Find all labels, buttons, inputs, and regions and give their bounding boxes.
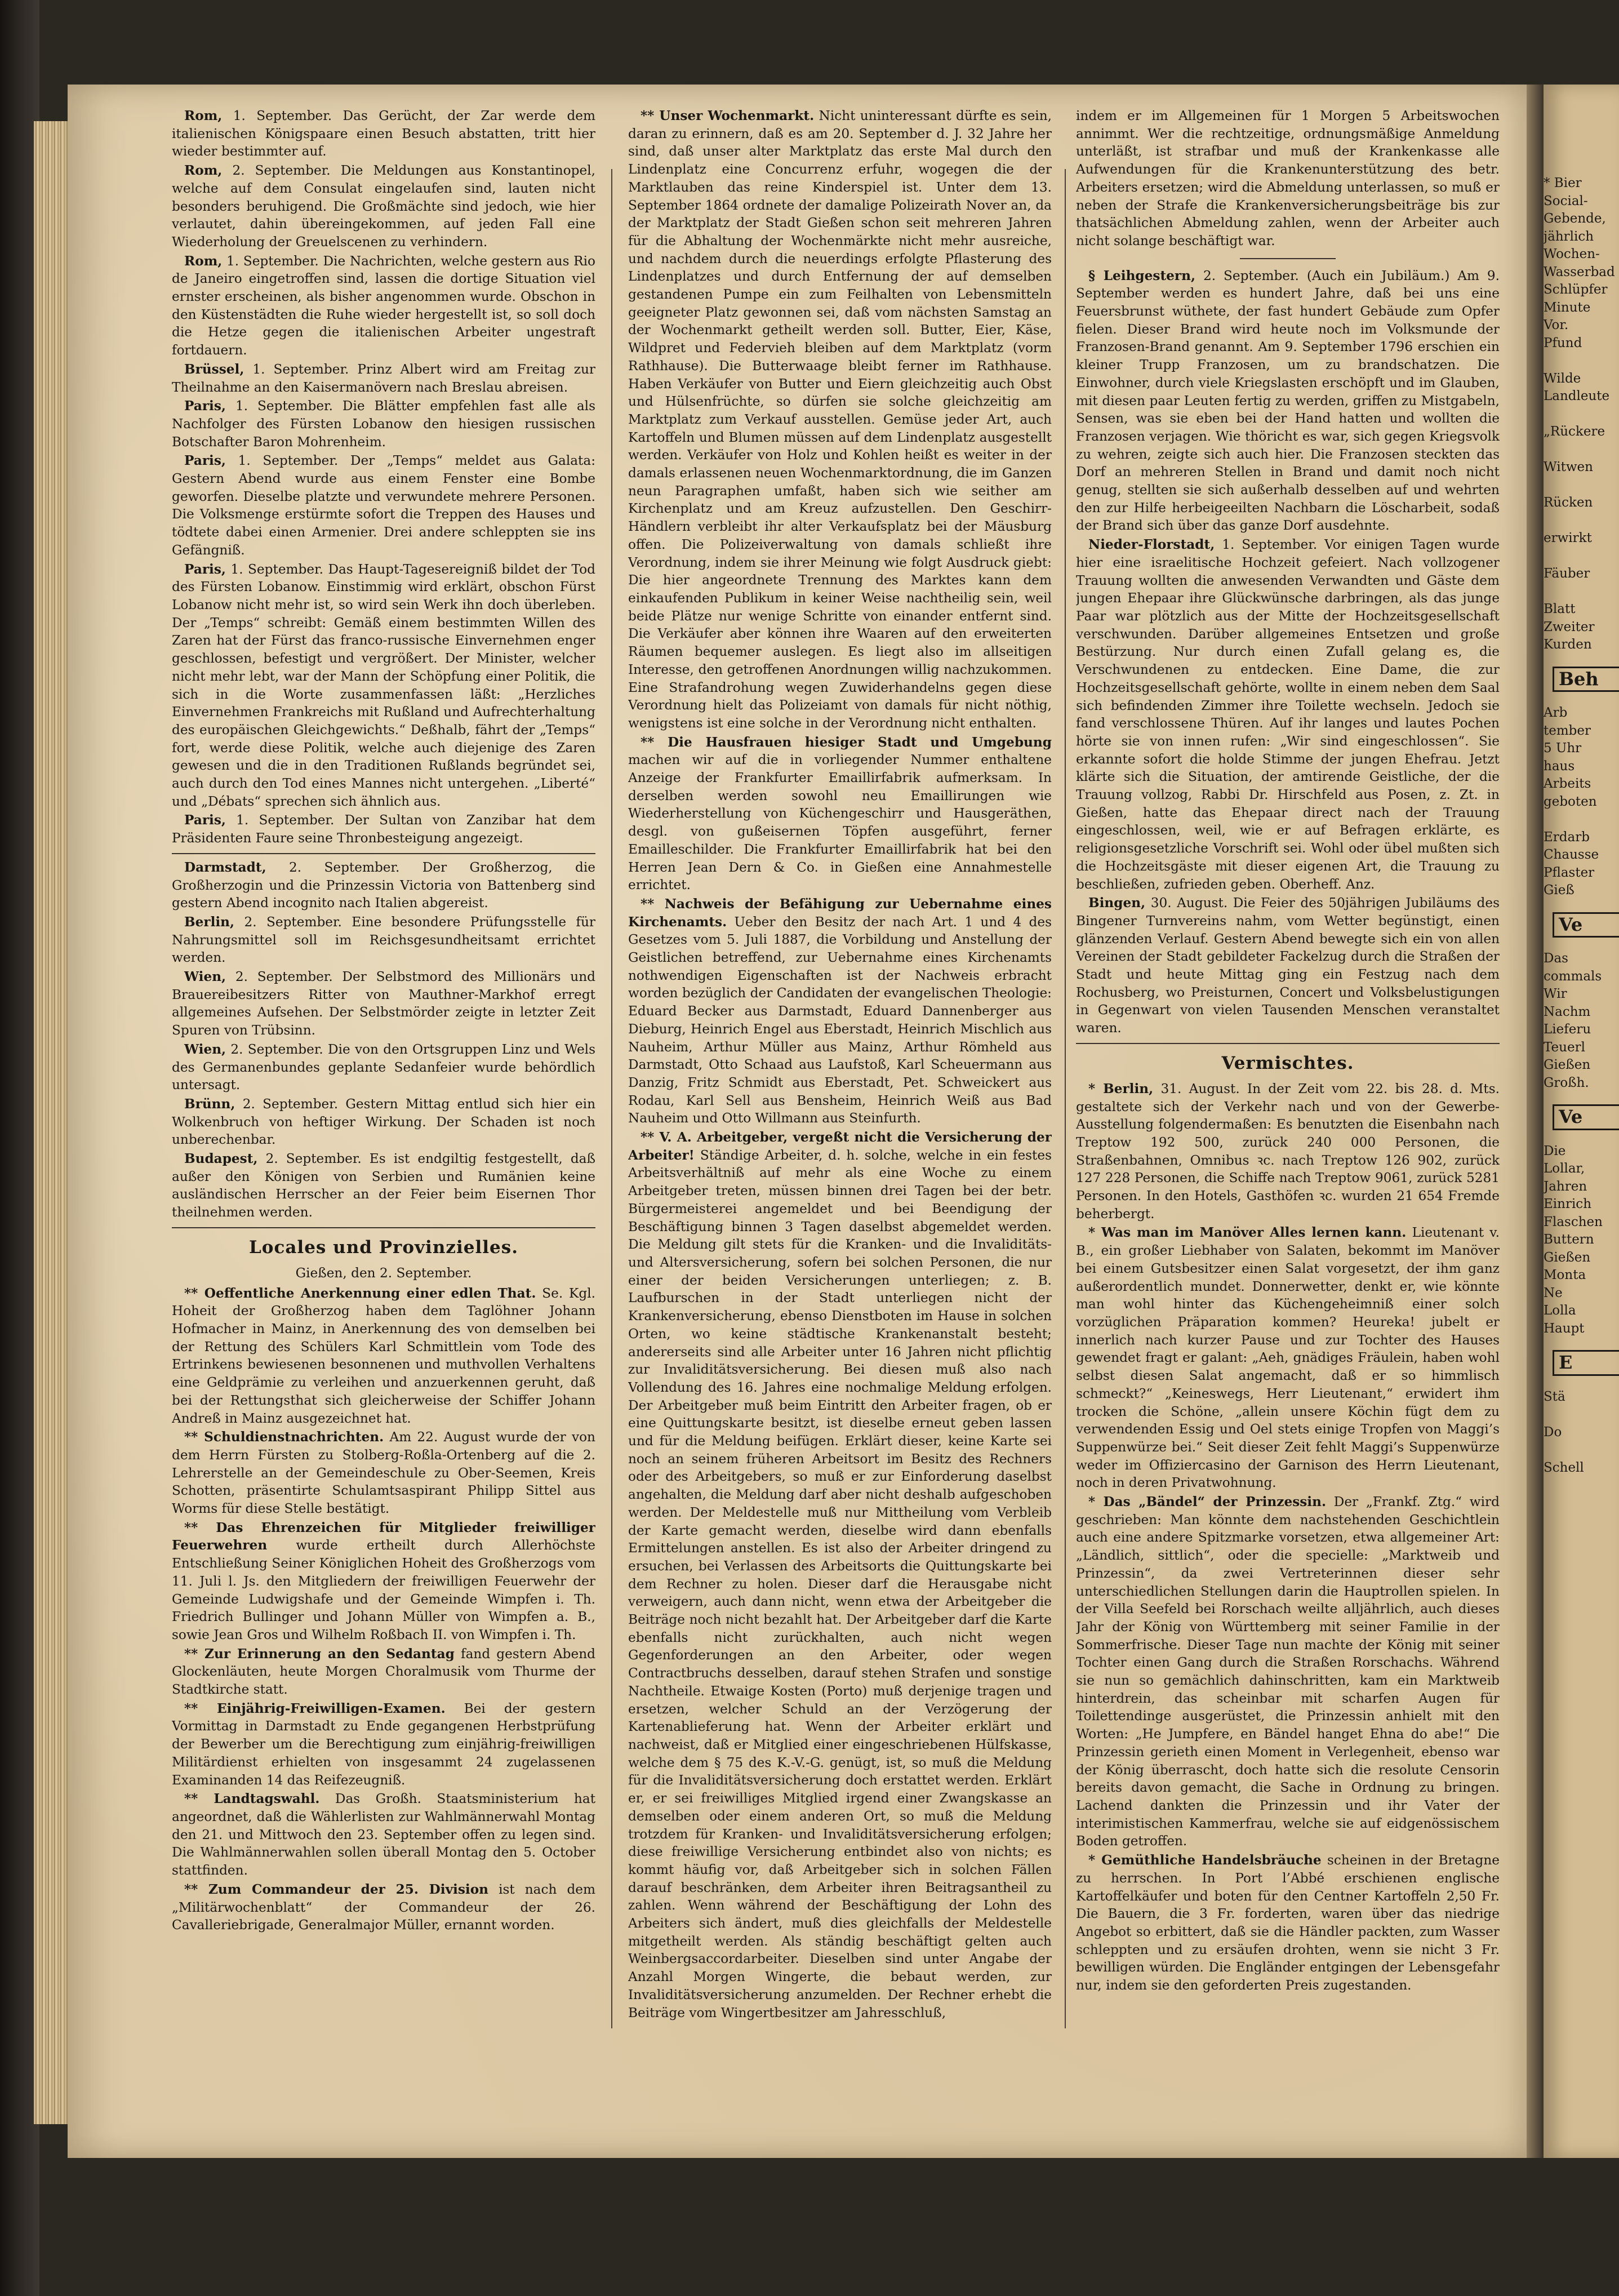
fragment-line: Haupt — [1544, 1321, 1585, 1336]
article-paragraph — [1076, 1224, 1500, 1492]
article-paragraph — [172, 1428, 595, 1518]
fragment-line: Pfund — [1544, 335, 1582, 350]
fragment-line: Lolla — [1544, 1303, 1576, 1318]
article-lead: Rom, — [184, 163, 223, 179]
article-text: ist nach dem „Militärwochenblatt“ der Commandeur der 26. Cavalleriebrigade, Generalmajor Müller, ernannt worden. — [172, 1881, 595, 1933]
foreign-news — [172, 107, 595, 847]
article-text: Am 22. August wurde der von dem Herrn Fürsten zu Stolberg-Roßla-Ortenberg auf die 2. Lehrerstelle an der Gemeindeschule zu Ober-Seemen, Kreis Schotten, präsentirte Schulamtsaspirant Philipp Sittel aus Worms für diese Stelle bestätigt. — [172, 1429, 595, 1517]
fragment-line — [1544, 441, 1619, 459]
article-lead: * Gemüthliche Handelsbräuche — [1088, 1853, 1322, 1868]
article-lead: ** Nachweis der Befähigung zur Uebernahme eines Kirchenamts. — [628, 896, 1052, 930]
fragment-line: Landleute — [1544, 389, 1610, 403]
fragment-line — [1544, 811, 1619, 829]
fragment-line: Pflaster — [1544, 865, 1595, 880]
article-text: machen wir auf die in vorliegender Nummer enthaltene Anzeige der Frankfurter Emaillirfabrik aufmerksam. In derselben werden sowohl neu Emaillirungen wie Wiederherstellung von Küchengeschirr und Hausgeräthen, desgl. von gußeisernen Töpfen ausgeführt, ferner Emailleschilder. Die Frankfurter Emaillirfabrik hat bei den Herren Jean Dern & Co. in Gießen eine Annahmestelle errichtet. — [628, 752, 1052, 893]
article-paragraph — [1076, 536, 1500, 893]
article-paragraph — [628, 1129, 1052, 2022]
fragment-line — [1544, 352, 1619, 370]
article-paragraph — [172, 397, 595, 451]
article-text: Das Großh. Staatsministerium hat angeordnet, daß die Wählerlisten zur Wahlmännerwahl Montag den 21. und Mittwoch den 23. September offen zu legen sind. Die Wahlmännerwahlen sollen überall Montag den 5. October stattfinden. — [172, 1791, 595, 1878]
article-paragraph — [172, 1881, 595, 1934]
article-paragraph — [172, 361, 595, 396]
article-text: fand gestern Abend Glockenläuten, heute Morgen Choralmusik vom Thurme der Stadtkirche statt. — [172, 1646, 595, 1698]
section-title-local: Locales und Provinzielles. — [249, 1237, 518, 1258]
article-text: Ständige Arbeiter, d. h. solche, welche in ein festes Arbeitsverhältniß auf mehr als eine Woche zu einem Arbeitgeber treten, müssen binnen drei Tagen bei der betr. Bürgermeisterei angemeldet und bei Beendigung der Beschäftigung binnen 3 Tagen daselbst abgemeldet werden. Die Meldung gilt stets für die Kranken- und die Invaliditäts- und Altersversicherung, sofern bei solchen Personen, die nur einer der beiden Versicherungen unterliegen; z. B. Laufburschen in der Stadt unterliegen nicht der Krankenversicherung, ebenso Dienstboten im Hause in solchen Orten, wo keine städtische Krankenanstalt besteht; andererseits sind alle Arbeiter unter 16 Jahren nicht pflichtig zur Invaliditätsversicherung. Bei diesen muß also nach Vollendung des 16. Jahres eine nochmalige Meldung erfolgen. Der Arbeitgeber muß beim Eintritt den Arbeiter fragen, ob er eine Quittungskarte besitzt, ist dieselbe erneut geben lassen und für die Meldung beifügen. Erklärt dieser, keine Karte sei noch an seinem früheren Arbeitsort im Besitz des Rechners oder des Arbeitgebers, so muß er zur Einforderung daselbst angehalten, die Meldung darf aber nicht deshalb aufgeschoben werden. Der Meldestelle muß nur Mittheilung vom Verbleib der Karte gemacht werden, dieselbe wird dann ebenfalls Ermittelungen anstellen. Es ist also der Arbeiter dringend zu ersuchen, bei Verlassen des Arbeitsorts die Quittungskarte bei dem Rechner zu holen. Dieser darf die Herausgabe nicht verweigern, auch dann nicht, wenn etwa der Arbeitgeber die Beiträge noch nicht bezahlt hat. Der Arbeitgeber darf die Karte ebenfalls nicht zurückhalten, auch nicht wegen Gegenforderungen an den Arbeiter, oder wegen Contractbruchs desselben, darauf stehen Strafen und sonstige Nachtheile. Etwaige Kosten (Porto) muß derjenige tragen und ersetzen, welcher Schuld an der Verzögerung der Kartenablieferung hat. Wenn der Arbeiter erklärt und nachweist, daß er Mitglied einer eingeschriebenen Hülfskasse, welche dem § 75 des K.-V.-G. genügt, ist, so muß die Meldung für die Invaliditätsversicherung doch erstattet werden. Erklärt er, er sei freiwilliges Mitglied irgend einer Zwangskasse an demselben oder einem anderen Ort, so muß die Meldung trotzdem für Kranken- und Invaliditätsversicherung erfolgen; diese freiwillige Versicherung entbindet also von nichts; es kommt häufig vor, daß Arbeitgeber sich in solchen Fällen darauf beschränken, dem Arbeiter ihren Beitragsantheil zu zahlen. Wenn während der Beschäftigung der Lohn des Arbeiters sich ändert, muß dies gleichfalls der Meldestelle mitgetheilt werden. Als ständig beschäftigt gelten auch Weinbergsaccordarbeiter. Dieselben sind unter Angabe der Anzahl Morgen Wingerte, die bebaut werden, zur Invaliditätsversicherung anzumelden. Der Rechner erhebt die Beiträge vom Wingertbesitzer am Jahresschluß, — [628, 1147, 1052, 2020]
article-lead: Paris, — [184, 812, 226, 828]
fragment-line: Minute — [1544, 300, 1591, 315]
article-text: 1. September. Das Haupt-Tagesereigniß bildet der Tod des Fürsten Lobanow. Einstimmig wird erklärt, obschon Fürst Lobanow nicht mehr ist, so wird sein Werk ihn doch überleben. Der „Temps“ schreibt: Gemäß einem bestimmten Willen des Zaren hat der Fürst das franco-russische Einvernehmen enger geschlossen, befestigt und vergrößert. Der Minister, welcher nicht mehr lebt, war der Mann der Schöpfung einer Politik, die sich in die Worte zusammenfassen läßt: „Herzliches Einvernehmen Frankreichs mit Rußland und Aufrechterhaltung des europäischen Gleichgewichts.“ Deßhalb, fährt der „Temps“ fort, werde diese Politik, welche auch diejenige des Zaren gewesen und die in den Traditionen Rußlands begründet sei, auch durch den Tod eines Mannes nicht untergehen. „Liberté“ und „Débats“ sprechen sich ähnlich aus. — [172, 561, 595, 809]
fragment-line: Flaschen — [1544, 1214, 1603, 1229]
article-lead: Wien, — [184, 969, 226, 985]
fragment-line: haus — [1544, 758, 1575, 774]
fragment-line: Chausse — [1544, 847, 1599, 862]
article-text: Der „Frankf. Ztg.“ wird geschrieben: Man könnte dem nachstehenden Geschichtlein auch eine andere Spitzmarke vorsetzen, etwa allgemeiner Art: „Ländlich, sittlich“, oder die specielle: „Marktweib und Prinzessin“, da zwei Vertreterinnen dieser sehr unterschiedlichen Stellungen darin die Hauptrollen spielen. In der Villa Seefeld bei Rorschach weilte alljährlich, auch dieses Jahr der König von Württemberg mit seiner Familie in der Sommerfrische. Dieser Tage nun machte der König mit seiner Tochter einen Gang durch die Straßen Rorschachs. Während sie nun so gemächlich dahinschritten, kam ein Marktweib hinterdrein, das scheinbar mit scharfen Augen für Toilettendinge ausgerüstet, die Prinzessin anhielt mit den Worten: „He Jumpfere, en Bändel hanget Ehna do abe!“ Die Prinzessin gerieth einen Moment in Verlegenheit, ebenso war der König überrascht, doch hatte sich die resolute Censorin bereits davon gemacht, die Sache in Ordnung zu bringen. Lachend dankten die Prinzessin und ihr Vater der interimistischen Kammerfrau, welche sie auf eidgenössischem Boden getroffen. — [1076, 1494, 1500, 1849]
article-paragraph — [172, 252, 595, 359]
article-paragraph — [172, 968, 595, 1040]
column-divider — [1065, 169, 1066, 2028]
article-paragraph — [628, 107, 1052, 732]
article-paragraph — [1076, 267, 1500, 535]
fragment-line: Erdarb — [1544, 829, 1590, 845]
article-lead: Berlin, — [184, 914, 235, 930]
fragment-line: Einrich — [1544, 1197, 1592, 1211]
article-text: 2. September. Der Selbstmord des Millionärs und Brauereibesitzers Ritter von Mauthner-Markhof erregt allgemeines Aufsehen. Der Selbstmörder zeigte in letzter Zeit Spuren von Trübsinn. — [172, 969, 595, 1038]
article-text: 1. September. Die Blätter empfehlen fast alle als Nachfolger des Fürsten Lobanow den hiesigen russischen Botschafter Baron Mohrenheim. — [172, 398, 595, 450]
miscellaneous-news — [1076, 1080, 1500, 1995]
article-text: wurde ertheilt durch Allerhöchste Entschließung Seiner Königlichen Hoheit des Großherzogs vom 11. Juli l. Js. den Mitgliedern der freiwilligen Feuerwehr der Gemeinde Ludwigshafe und der Gemeinde Wimpfen i. Th. Friedrich Bullinger und Johann Müller von Wimpfen a. B., sowie Jean Gros und Wilhelm Roßbach II. von Wimpfen i. Th. — [172, 1538, 595, 1642]
article-lead: Rom, — [184, 253, 223, 269]
article-lead: ** Die Hausfrauen hiesiger Stadt und Umgebung — [641, 734, 1052, 750]
article-lead: ** Zum Commandeur der 25. Division — [184, 1881, 489, 1897]
fragment-line: Jahren — [1544, 1179, 1587, 1194]
fragment-line: 5 Uhr — [1544, 741, 1582, 756]
article-lead: § Leihgestern, — [1088, 268, 1196, 283]
article-text: 2. September. Der Großherzog, die Großherzogin und die Prinzessin Victoria von Battenberg sind gestern Abend incognito nach Italien abgereist. — [172, 859, 595, 911]
article-paragraph — [172, 162, 595, 251]
column-2 — [628, 107, 1052, 2040]
fragment-line: Buttern — [1544, 1232, 1594, 1247]
article-text: 1. September. Vor einigen Tagen wurde hier eine israelitische Hochzeit gefeiert. Nach vollzogener Trauung wollten die anwesenden Verwandten und Gäste dem jungen Ehepaar ihre Glückwünsche darbringen, als das junge Paar war plötzlich aus der Mitte der Hochzeitsgesellschaft verschwunden. Darüber allgemeines Entsetzen und große Bestürzung. Nur durch einen Zufall gelang es, die Verschwundenen zu entdecken. Eine Dame, die zur Hochzeitsgesellschaft gehörte, wollte in einem neben dem Saal sich befindenden Zimmer ihre Toilette wechseln. Jedoch sie fand verschlossene Thüren. Auf ihr langes und lautes Pochen hörte sie von innen rufen: „Wir sind eingeschlossen“. Sie erkannte sofort die holde Stimme der jungen Ehefrau. Jetzt klärte sich die Situation, der amtirende Geistliche, der die Trauung vollzog, Rabbi Dr. Hirschfeld aus Posen, z. Zt. in Gießen, hatte das Ehepaar direct nach der Trauung eingeschlossen, weil, wie er auf Befragen erklärte, es religionsgesetzliche Vorschrift sei. Wohl oder übel mußten sich die Hochzeitsgäste mit dieser eigenen Art, die Trauung zu beschließen, zufrieden geben. Oberheff. Anz. — [1076, 537, 1500, 892]
article-paragraph — [1076, 1493, 1500, 1850]
article-text: 31. August. In der Zeit vom 22. bis 28. d. Mts. gestaltete sich der Verkehr nach und von der Gewerbe-Ausstellung folgendermaßen: Es benutzten die Eisenbahn nach Treptow 192 500, zurück 240 000 Personen, die Straßenbahnen, Omnibus ꝛc. nach Treptow 126 902, zurück 127 228 Personen, die Schiffe nach Treptow 9061, zurück 5281 Personen. In den Hotels, Gasthöfen ꝛc. wurden 21 654 Fremde beherbergt. — [1076, 1081, 1500, 1222]
article-text: 2. September. Gestern Mittag entlud sich hier ein Wolkenbruch von heftiger Wirkung. Der Schaden ist noch unberechenbar. — [172, 1096, 595, 1148]
article-lead: ** Landtagswahl. — [184, 1791, 320, 1807]
article-paragraph — [172, 1095, 595, 1149]
column-3 — [1076, 107, 1500, 2040]
separator-rule — [1076, 1043, 1500, 1044]
article-lead: Darmstadt, — [184, 859, 266, 875]
article-text: Se. Kgl. Hoheit der Großherzog haben dem Taglöhner Johann Hofmacher in Mainz, in Anerkennung des von demselben bei der Rettung des Schülers Karl Schmittlein vom Tode des Ertrinkens bewiesenen besonnenen und muthvollen Verhaltens eine Geldprämie zu verleihen und anzuerkennen geruht, daß bei der Rettungsthat sich gleicherweise der Schiffer Johann Andreß in Mainz ausgezeichnet hat. — [172, 1285, 595, 1426]
article-lead: Bingen, — [1088, 895, 1146, 911]
short-separator-rule — [1240, 258, 1336, 259]
article-text: 1. September. Prinz Albert wird am Freitag zur Theilnahme an den Kaisermanövern nach Breslau abreisen. — [172, 361, 595, 395]
article-lead: * Das „Bändel“ der Prinzessin. — [1088, 1494, 1327, 1510]
fragment-line: Wir — [1544, 987, 1567, 1001]
fragment-line: Teuerl — [1544, 1040, 1585, 1055]
fragment-line: * Bier — [1544, 176, 1582, 190]
fragment-line — [1544, 477, 1619, 495]
article-text: 2. September. Eine besondere Prüfungsstelle für Nahrungsmittel soll im Reichsgesundheitsamt errichtet werden. — [172, 914, 595, 966]
book-gutter — [1527, 85, 1544, 2158]
adjacent-page-fragment — [1544, 85, 1619, 2158]
fragment-line: Social- — [1544, 193, 1588, 208]
article-paragraph — [1076, 1851, 1500, 1995]
fragment-line: erwirkt — [1544, 531, 1592, 545]
fragment-advert-box: E — [1553, 1350, 1619, 1376]
article-paragraph — [628, 734, 1052, 894]
article-paragraph — [628, 895, 1052, 1127]
article-text: 1. September. Der „Temps“ meldet aus Galata: Gestern Abend wurde aus einem Fenster eine Bombe geworfen. Dieselbe platzte und verwundete mehrere Personen. Die Volksmenge erstürmte sofort die Treppen des Hauses und tödtete dabei einen Armenier. Drei andere schleppten sie ins Gefängniß. — [172, 453, 595, 558]
article-text: 2. September. Es ist endgiltig festgestellt, daß außer den Königen von Serbien und Rumänien keine ausländischen Herrscher an der Feier beim Eisernen Thor theilnehmen werden. — [172, 1151, 595, 1220]
article-paragraph — [1076, 1080, 1500, 1223]
article-lead: ** V. A. Arbeitgeber, vergeßt nicht die Versicherung der Arbeiter! — [628, 1130, 1052, 1163]
fragment-line: tember — [1544, 723, 1591, 738]
fragment-line: Zweiter — [1544, 619, 1595, 634]
article-paragraph — [172, 1700, 595, 1789]
article-paragraph — [172, 1519, 595, 1644]
fragment-line: Gießen — [1544, 1058, 1591, 1072]
separator-rule — [172, 1227, 595, 1228]
article-paragraph — [172, 1790, 595, 1880]
fragment-line: commals — [1544, 969, 1602, 984]
article-text: scheinen in der Bretagne zu herrschen. In Port l’Abbé erschienen englische Kartoffelkäufer und boten für den Centner Kartoffeln 2,50 Fr. Die Bauern, die 3 Fr. forderten, waren über das niedrige Angebot so erbittert, daß sie die Händler packten, zum Wasser schleppten und zu ersäufen drohten, wenn sie nicht 3 Fr. bewilligen würden. Die Engländer entgingen der Lebensgefahr nur, indem sie den geforderten Preis zugestanden. — [1076, 1853, 1500, 1993]
article-paragraph — [172, 859, 595, 912]
fragment-line — [1544, 583, 1619, 601]
fragment-line: „Rückere — [1544, 424, 1605, 439]
fragment-line — [1544, 1441, 1619, 1459]
article-lead: * Was man im Manöver Alles lernen kann. — [1088, 1225, 1407, 1241]
article-text: 1. September. Das Gerücht, der Zar werde dem italienischen Königspaare einen Besuch abstatten, tritt hier wieder bestimmter auf. — [172, 108, 595, 159]
fragment-line: Fäuber — [1544, 566, 1590, 581]
fragment-line — [1544, 406, 1619, 424]
fragment-line: Gießen — [1544, 1250, 1591, 1265]
fragment-line: Das — [1544, 951, 1568, 966]
section-title-misc: Vermischtes. — [1221, 1052, 1354, 1073]
fragment-line: jährlich — [1544, 229, 1594, 244]
fragment-line: Ne — [1544, 1285, 1563, 1300]
fragment-line — [1544, 548, 1619, 566]
article-paragraph — [172, 1285, 595, 1428]
fragment-line: Gebende, — [1544, 211, 1606, 226]
fragment-line: Stä — [1544, 1389, 1565, 1404]
domestic-news — [172, 859, 595, 1222]
fragment-line: Nachm — [1544, 1004, 1591, 1019]
fragment-line: Witwen — [1544, 460, 1593, 474]
fragment-advert-box: Beh — [1553, 667, 1619, 692]
article-lead: ** Zur Erinnerung an den Sedantag — [184, 1646, 455, 1662]
fragment-line: Schlüpfer — [1544, 282, 1608, 297]
article-lead: Wien, — [184, 1041, 226, 1057]
fragment-line: Arb — [1544, 705, 1568, 720]
article-text: 1. September. Der Sultan von Zanzibar hat dem Präsidenten Faure seine Thronbesteigung angezeigt. — [172, 812, 595, 846]
fragment-line: Gieß — [1544, 883, 1574, 898]
article-paragraph — [172, 452, 595, 559]
article-text: Ueber den Besitz der nach Art. 1 und 4 des Gesetzes vom 5. Juli 1887, die Vorbildung und Anstellung der Geistlichen betreffend, zur Uebernahme eines Kirchenamts nothwendigen Eigenschaften ist der Nachweis erbracht worden bezüglich der Candidaten der evangelischen Theologie: Eduard Becker aus Darmstadt, Eduard Dannenberger aus Dieburg, Heinrich Engel aus Eberstadt, Heinrich Mischlich aus Nauheim, Arthur Müller aus Mainz, Arthur Römheld aus Darmstadt, Otto Schaad aus Laufstoß, Karl Scheuermann aus Danzig, Fritz Schmidt aus Eberstadt, Pet. Schweickert aus Rodau, Karl Sell aus Bensheim, Heinrich Weiß aus Bad Nauheim und Otto Willmann aus Steinfurth. — [628, 914, 1052, 1126]
article-paragraph — [172, 1645, 595, 1699]
article-paragraph — [1076, 107, 1500, 250]
fragment-line: Wasserbad — [1544, 264, 1615, 279]
article-lead: ** Das Ehrenzeichen für Mitglieder freiwilliger Feuerwehren — [172, 1520, 595, 1553]
local-news — [172, 1285, 595, 1934]
article-paragraph — [1076, 894, 1500, 1037]
fragment-line: Kurden — [1544, 637, 1592, 652]
article-text: 2. September. Die von den Ortsgruppen Linz und Wels des Germanenbundes geplante Sedanfeier wurde behördlich untersagt. — [172, 1041, 595, 1093]
article-paragraph — [172, 913, 595, 967]
fragment-line: Schell — [1544, 1460, 1584, 1475]
article-text: Lieutenant v. B., ein großer Liebhaber von Salaten, bekommt im Manöver bei einem Gutsbesitzer einen Salat vorgesetzt, der ihm ganz außerordentlich mundet. Donnerwetter, denkt er, wie könnte man wohl hinter das Küchengeheimniß einer solch vorzüglichen Präparation kommen? Heureka! jubelt er innerlich nach kurzer Pause und zur Tochter des Hauses gewendet fragt er galant: „Aeh, gnädiges Fräulein, haben wohl selbst diesen Salat angemacht, daß er so himmlisch schmeckt?“ „Keineswegs, Herr Lieutenant,“ erwidert ihm trocken die Schöne, „allein unsere Köchin fügt dem zu verwendenden Essig und Oel stets einige Tropfen von Maggi’s Suppenwürze bei.“ Seit dieser Zeit fehlt Maggi’s Suppenwürze weder im Offiziercasino der Garnison des Herrn Lieutenant, noch in deren Privatwohnung. — [1076, 1225, 1500, 1491]
article-lead: Paris, — [184, 453, 226, 469]
fragment-line: Arbeits — [1544, 776, 1591, 791]
article-text: Bei der gestern Vormittag in Darmstadt zu Ende gegangenen Herbstprüfung der Bewerber um die Berechtigung zum einjährig-freiwilligen Militärdienst erhielten von insgesammt 24 zugelassenen Examinanden 14 das Reifezeugniß. — [172, 1700, 595, 1788]
article-lead: Budapest, — [184, 1151, 258, 1167]
fragment-advert-box: Ve — [1553, 912, 1619, 938]
column-1 — [172, 107, 595, 2040]
article-paragraph — [172, 811, 595, 847]
article-lead: Nieder-Florstadt, — [1088, 537, 1215, 553]
fragment-line: Blatt — [1544, 602, 1576, 616]
article-lead: Paris, — [184, 561, 226, 577]
fragment-line: Die — [1544, 1143, 1566, 1158]
fragment-line: Do — [1544, 1424, 1562, 1440]
article-text: 2. September. (Auch ein Jubiläum.) Am 9. September werden es hundert Jahre, daß bei uns eine Feuersbrunst wüthete, der fast hundert Gebäude zum Opfer fielen. Dieser Brand wird heute noch im Volksmunde der Franzosen-Brand genannt. Am 9. September 1796 erschien ein kleiner Trupp Franzosen, um zu brandschatzen. Die Einwohner, durch viele Kriegslasten erschöpft und im Glauben, mit diesen paar Leuten fertig zu werden, griffen zu Mistgabeln, Sensen, was sie eben bei der Hand hatten und wollten die Franzosen verjagen. Wie thöricht es war, sich gegen Kriegsvolk zu wehren, zeigte sich auch hier. Die Franzosen steckten das Dorf an mehreren Stellen in Brand und damit noch nicht genug, stellten sie sich außerhalb desselben auf und wehrten den zur Hilfe herbeigeeilten Nachbarn die Löscharbeit, sodaß der Brand sich über das ganze Dorf ausdehnte. — [1076, 268, 1500, 534]
article-lead: Paris, — [184, 398, 226, 414]
fragment-line — [1544, 1406, 1619, 1424]
column-divider — [611, 169, 612, 2028]
article-lead: ** Schuldienstnachrichten. — [184, 1429, 384, 1445]
dateline: Gießen, den 2. September. — [295, 1265, 472, 1281]
article-paragraph — [172, 107, 595, 161]
article-paragraph — [172, 1150, 595, 1222]
article-lead: ** Unser Wochenmarkt. — [641, 108, 815, 123]
fragment-line: Wilde — [1544, 371, 1581, 386]
article-lead: Brünn, — [184, 1096, 235, 1112]
fragment-line: Großh. — [1544, 1075, 1589, 1090]
article-paragraph — [172, 561, 595, 811]
article-text: Nicht uninteressant dürfte es sein, daran zu erinnern, daß es am 20. September d. J. 32 Jahre her sind, daß unser alter Marktplatz das erste Mal durch den Lindenplatz eine Concurrenz erfuhr, wogegen die der Marktlauben das reine Kinderspiel ist. Unter dem 13. September 1864 ordnete der damalige Polizeirath Nover an, da der Marktplatz der Stadt Gießen schon seit mehreren Jahren für die Abhaltung der Wochenmärkte nicht mehr ausreiche, und nachdem durch die neuerdings erfolgte Pflasterung des Lindenplatzes und durch Entfernung der auf demselben gestandenen Pumpe ein zum Feilhalten von Lebensmitteln geeigneter Platz gewonnen sei, daß vom nächsten Samstag an der Wochenmarkt getheilt werden soll. Butter, Eier, Käse, Wildpret und Federvieh bleiben auf dem Marktplatz (vorm Rathhause). Die Butterwaage bleibt ferner im Rathhause. Haben Verkäufer von Butter und Eiern gleichzeitig auch Obst und Hülsenfrüchte, so dürfen sie solche gleichzeitig am Marktplatz zum Verkauf ausstellen. Gemüse jeder Art, auch Kartoffeln und Blumen müssen auf dem Lindenplatz ausgestellt werden. Verkäufer von Holz und Kohlen heißt es weiter in der damals erlassenen neuen Wochenmarktordnung, die im Ganzen neun Paragraphen umfaßt, haben sich wie seither am Kirchenplatz und am Kreuz aufzustellen. Den Geschirr-Händlern verbleibt ihr alter Verkaufsplatz bei der Mäusburg offen. Die Polizeiverwaltung von damals schließt ihre Verordnung, indem sie ihrer Meinung wie folgt Ausdruck giebt: Die hier angeordnete Trennung des Marktes kann dem einkaufenden Publikum in keiner Weise nachtheilig sein, weil beide Plätze nur wenige Schritte von einander entfernt sind. Die Verkäufer aber können ihre Waaren auf den erweiterten Räumen bequemer auslegen. Es liegt also im allseitigen Interesse, den getroffenen Anordnungen willig nachzukommen. Eine Strafandrohung wegen Zuwiderhandelns gegen diese Verordnung hielt das Polizeiamt von damals für nicht nöthig, wenigstens ist eine solche in der Verordnung nicht enthalten. — [628, 108, 1052, 731]
fragment-line: Wochen- — [1544, 247, 1600, 261]
fragment-line: Lieferu — [1544, 1022, 1591, 1037]
fragment-line: Rücken — [1544, 495, 1593, 510]
adjacent-page-text — [1544, 175, 1619, 2158]
fragment-line: geboten — [1544, 794, 1597, 809]
separator-rule — [172, 853, 595, 854]
fragment-line: Monta — [1544, 1268, 1586, 1282]
fragment-line — [1544, 512, 1619, 530]
fragment-line: Lollar, — [1544, 1161, 1585, 1176]
fragment-advert-box: Ve — [1553, 1104, 1619, 1130]
article-paragraph — [172, 1041, 595, 1094]
article-text: 30. August. Die Feier des 50jährigen Jubiläums des Bingener Turnvereins nahm, vom Wetter begünstigt, einen glänzenden Verlauf. Gestern Abend bewegte sich ein von allen Vereinen der Stadt gebildeter Fackelzug durch die Straßen der Stadt und heute Mittag ging ein Festzug nach dem Rochusberg, wo Preisturnen, Concert und Volksbelustigungen in Gegenwart von vielen Tausenden Menschen veranstaltet waren. — [1076, 895, 1500, 1036]
article-lead: Brüssel, — [184, 361, 244, 377]
article-text: indem er im Allgemeinen für 1 Morgen 5 Arbeitswochen annimmt. Wer die rechtzeitige, ordnungsmäßige Anmeldung unterläßt, ist strafbar und muß der Krankenkasse alle Aufwendungen für die Krankenunterstützung des betr. Arbeiters ersetzen; wird die Abmeldung unterlassen, so muß er neben der Strafe die Krankenversicherungsbeiträge bis zur thatsächlichen Abmeldung zahlen, wenn der Arbeiter auch nicht solange beschäftigt war. — [1076, 108, 1500, 248]
article-lead: ** Oeffentliche Anerkennung einer edlen That. — [184, 1285, 536, 1301]
local-news-continued — [628, 107, 1052, 2022]
fragment-line: Vor. — [1544, 318, 1569, 332]
article-lead: Rom, — [184, 108, 223, 123]
article-lead: ** Einjährig-Freiwilligen-Examen. — [184, 1700, 446, 1716]
article-lead: * Berlin, — [1088, 1081, 1154, 1096]
article-text: 1. September. Die Nachrichten, welche gestern aus Rio de Janeiro eingetroffen sind, lassen die dortige Situation viel ernster erscheinen, als bisher angenommen wurde. Obschon in den Küstenstädten die Ruhe wieder hergestellt ist, so soll doch die Hetze gegen die italienischen Arbeiter ungestraft fortdauern. — [172, 253, 595, 358]
regional-news — [1076, 107, 1500, 1037]
article-text: 2. September. Die Meldungen aus Konstantinopel, welche auf dem Consulat eingelaufen sind, lauten nicht besonders beruhigend. Die Großmächte sind jedoch, wie hier verlautet, dahin übereingekommen, auf jeden Fall eine Wiederholung der Greuelscenen zu verhindern. — [172, 163, 595, 250]
